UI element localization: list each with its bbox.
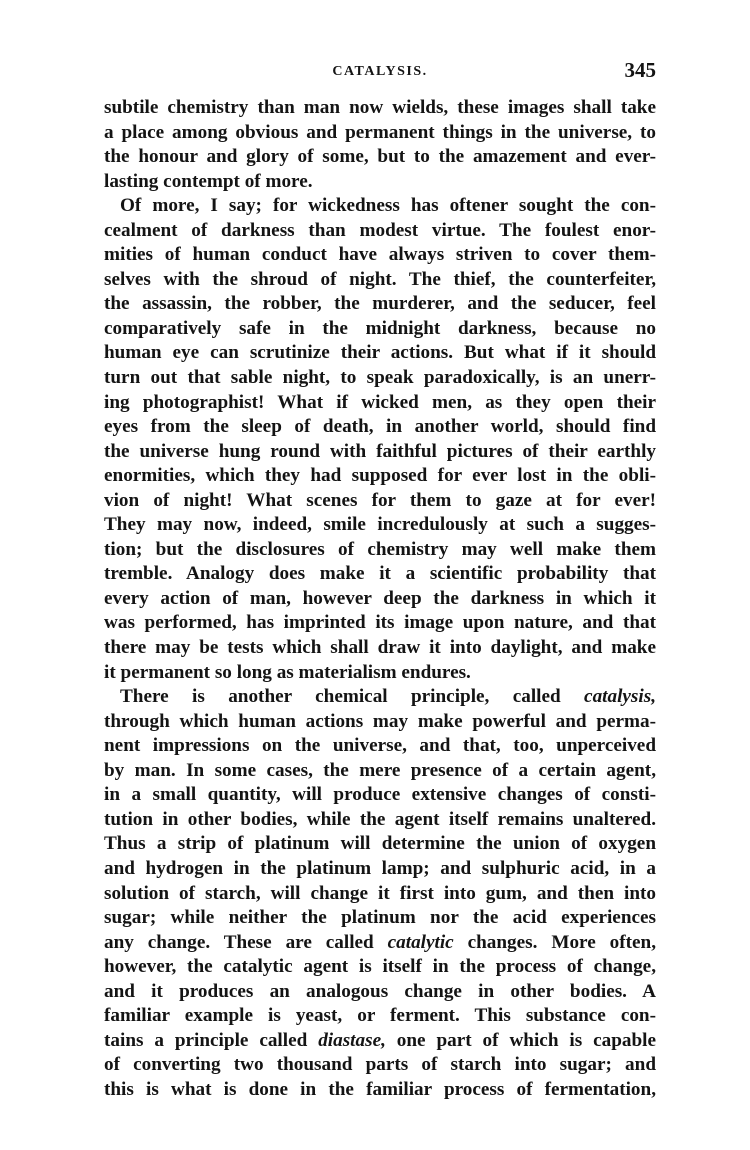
text-line: ing photographist! What if wicked men, as they open their <box>104 391 656 413</box>
running-head <box>104 58 656 84</box>
text-run: changes. More often, <box>453 931 656 953</box>
text-line: tion; but the disclosures of chemistry may well make them <box>104 538 656 560</box>
text-line: turn out that sable night, to speak paradoxically, is an unerr- <box>104 367 656 389</box>
text-line: solution of starch, will change it first into gum, and then into <box>104 882 656 904</box>
text-line: it permanent so long as materialism endures. <box>104 661 471 683</box>
text-line: Of more, I say; for wickedness has oftener sought the con- <box>120 195 656 217</box>
text-run: tains a principle called <box>104 1029 319 1051</box>
running-title: CATALYSIS. <box>332 64 428 79</box>
text-line: and it produces an analogous change in other bodies. A <box>104 980 656 1002</box>
text-run: one part of which is capable <box>385 1029 656 1051</box>
text-line: vion of night! What scenes for them to gaze at for ever! <box>104 489 656 511</box>
text-line: subtile chemistry than man now wields, these images shall take <box>104 97 656 118</box>
text-line: tremble. Analogy does make it a scientific probability that <box>104 563 656 585</box>
text-line <box>104 685 656 710</box>
text-line: enormities, which they had supposed for ever lost in the obli- <box>104 465 656 487</box>
page-number: 345 <box>624 58 656 82</box>
text-line: by man. In some cases, the mere presence of a certain agent, <box>104 759 656 781</box>
italic-term: diastase, <box>318 1029 386 1051</box>
text-line: nent impressions on the universe, and that, too, unperceived <box>104 735 656 757</box>
text-line: lasting contempt of more. <box>104 170 313 192</box>
text-line: comparatively safe in the midnight darkness, because no <box>104 317 656 339</box>
italic-term: catalysis, <box>584 686 656 708</box>
text-line: tution in other bodies, while the agent itself remains unaltered. <box>104 808 656 830</box>
body-text <box>104 96 656 1102</box>
text-line: human eye can scrutinize their actions. But what if it should <box>104 342 656 364</box>
text-run: any change. These are called <box>104 931 388 953</box>
text-line: eyes from the sleep of death, in another world, should find <box>104 416 656 438</box>
text-line: cealment of darkness than modest virtue. The foulest enor- <box>104 219 656 241</box>
text-line: this is what is done in the familiar process of fermentation, <box>104 1078 656 1100</box>
text-line: of converting two thousand parts of starch into sugar; and <box>104 1054 656 1076</box>
text-line: familiar example is yeast, or ferment. This substance con- <box>104 1005 656 1027</box>
text-line: and hydrogen in the platinum lamp; and sulphuric acid, in a <box>104 857 656 879</box>
text-run: There is another chemical principle, called <box>120 686 585 708</box>
text-line: Thus a strip of platinum will determine the union of oxygen <box>104 833 656 855</box>
italic-term: catalytic <box>387 931 454 953</box>
text-line: the universe hung round with faithful pictures of their earthly <box>104 440 656 462</box>
text-line: a place among obvious and permanent things in the universe, to <box>104 121 656 143</box>
text-line: in a small quantity, will produce extensive changes of consti- <box>104 784 656 806</box>
text-line: through which human actions may make powerful and perma- <box>104 710 656 732</box>
text-line: They may now, indeed, smile incredulously at such a sugges- <box>104 514 656 536</box>
text-line <box>104 1029 656 1054</box>
text-line: selves with the shroud of night. The thief, the counterfeiter, <box>104 268 656 290</box>
text-line <box>104 931 656 956</box>
text-line: however, the catalytic agent is itself in the process of change, <box>104 956 656 978</box>
text-line: the assassin, the robber, the murderer, and the seducer, feel <box>104 293 656 315</box>
text-line: every action of man, however deep the darkness in which it <box>104 587 656 609</box>
text-line: the honour and glory of some, but to the amazement and ever- <box>104 146 656 168</box>
text-line: sugar; while neither the platinum nor the acid experiences <box>104 907 656 929</box>
text-line: mities of human conduct have always striven to cover them- <box>104 244 656 266</box>
text-line: there may be tests which shall draw it into daylight, and make <box>104 637 656 659</box>
text-line: was performed, has imprinted its image upon nature, and that <box>104 612 656 634</box>
